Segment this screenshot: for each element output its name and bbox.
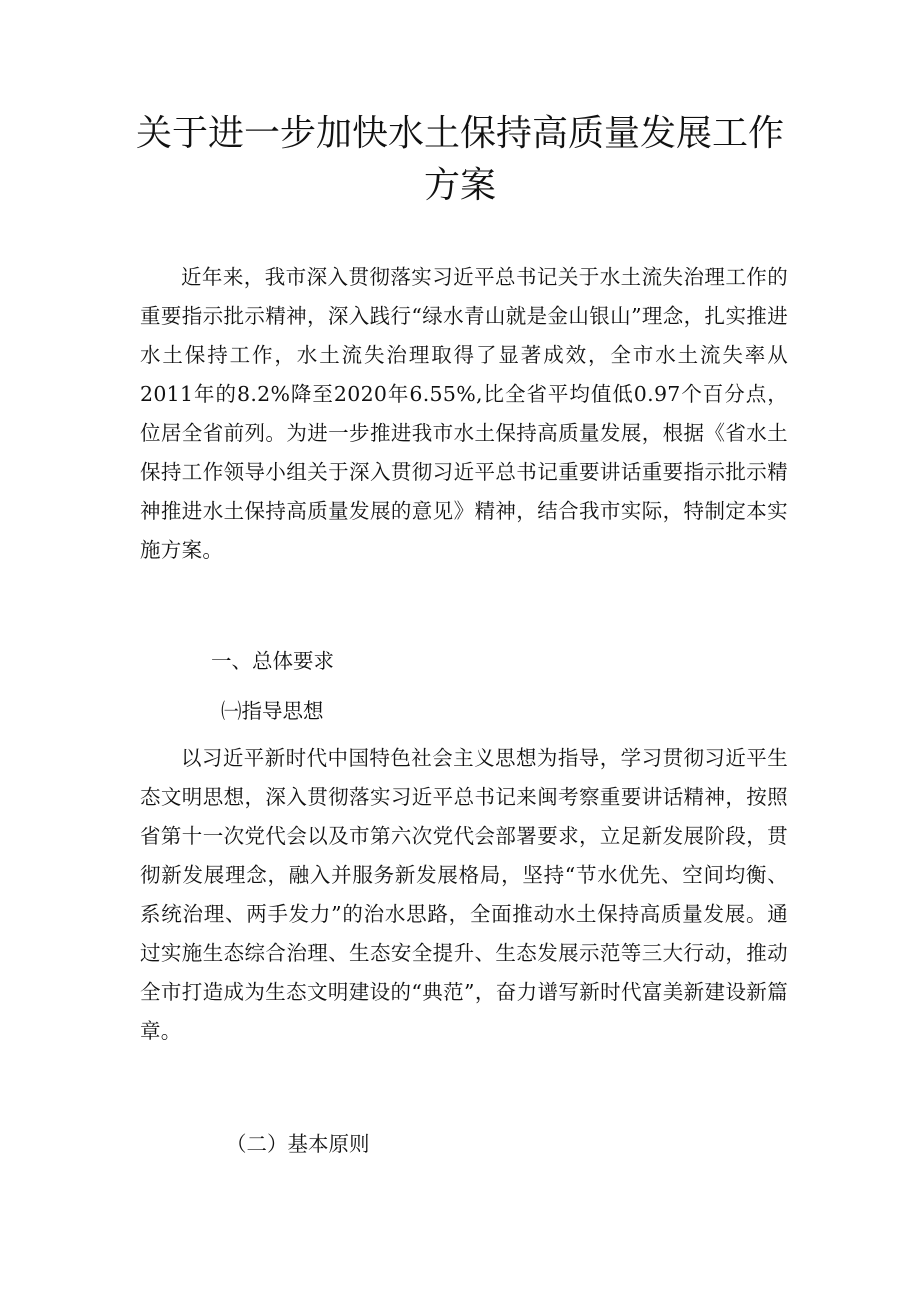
subsection-heading-basic-principles: （二）基本原则 — [226, 1132, 370, 1156]
title-line-1: 关于进一步加快水土保持高质量发展工作 — [135, 113, 784, 154]
intro-paragraph: 近年来，我市深入贯彻落实习近平总书记关于水土流失治理工作的重要指示批示精神，深入践行“绿水青山就是金山银山”理念，扎实推进水土保持工作，水土流失治理取得了显著成效，全市水土流失率从2011年的8.2%降至2020年6.55%,比全省平均值低0.97个百分点，位居全省前列。为进一步推进我市水土保持高质量发展，根据《省水土保持工作领导小组关于深入贯彻习近平总书记重要讲话重要指示批示精神推进水土保持高质量发展的意见》精神，结合我市实际，特制定本实施方案。 — [140, 265, 788, 562]
title-line-2: 方案 — [423, 165, 496, 206]
guiding-ideology-paragraph: 以习近平新时代中国特色社会主义思想为指导，学习贯彻习近平生态文明思想，深入贯彻落实习近平总书记来闽考察重要讲话精神，按照省第十一次党代会以及市第六次党代会部署要求，立足新发展阶段，贯彻新发展理念，融入并服务新发展格局，坚持“节水优先、空间均衡、系统治理、两手发力”的治水思路，全面推动水土保持高质量发展。通过实施生态综合治理、生态安全提升、生态发展示范等三大行动，推动全市打造成为生态文明建设的“典范”，奋力谱写新时代富美新建设新篇章。 — [140, 746, 788, 1043]
document-title — [120, 108, 800, 212]
section-heading-overall-requirements: 一、总体要求 — [211, 649, 334, 673]
subsection-heading-guiding-ideology: ㈠指导思想 — [221, 699, 324, 723]
